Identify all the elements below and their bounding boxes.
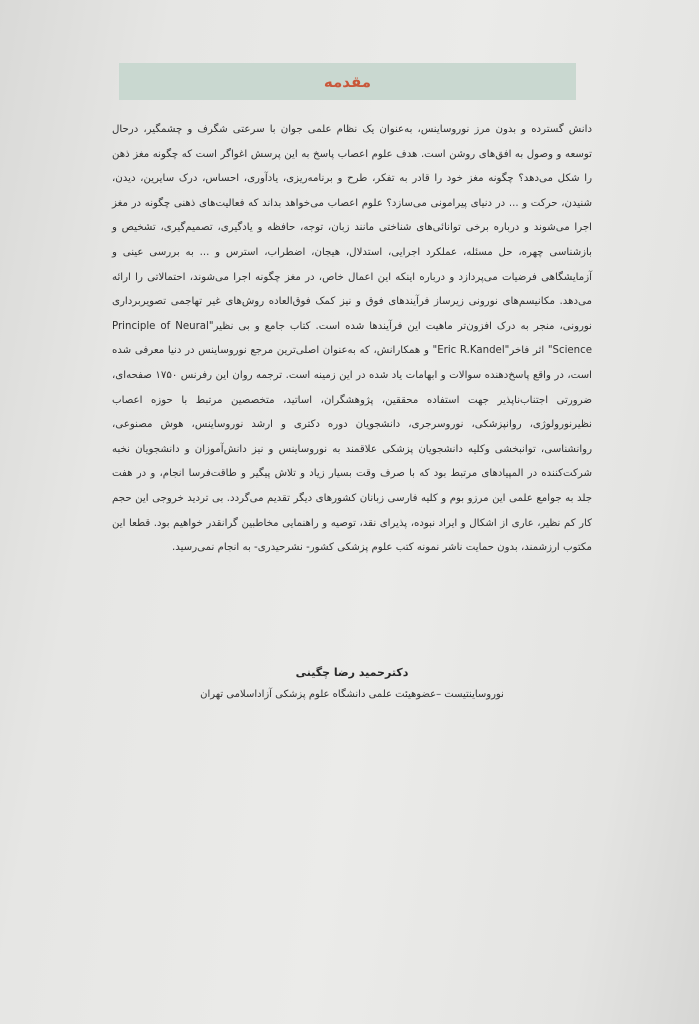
title-banner	[119, 63, 576, 100]
body-text-block	[112, 118, 592, 561]
author-affiliation: نوروساینتیست –عضوهیئت علمی دانشگاه علوم پزشکی آزاداسلامی تهران	[200, 689, 504, 700]
author-name: دکترحمید رضا چگینی	[295, 666, 409, 679]
body-paragraph: دانش گسترده و بدون مرز نوروساینس، به‌عنوان یک نظام علمی جوان با سرعتی شگرف و چشمگیر، درحال توسعه و وصول به افق‌های روشن است. هدف علوم اعصاب پاسخ به این پرسش اغواگر است که چگونه مغز ذهن را شکل می‌دهد؟ چگونه مغز خود را قادر به تفکر، طرح و برنامه‌ریزی، یادآوری، احساس، درک سایرین، دیدن، شنیدن، حرکت و ... در دنیای پیرامونی می‌سازد؟ علوم اعصاب می‌خواهد بداند که فعالیت‌های ذهنی چگونه در مغز اجرا می‌شوند و درباره برخی توانائی‌های شناختی مانند زبان، توجه، حافظه و یادگیری، تصمیم‌گیری، تشخیص و بازشناسی چهره، حل مسئله، عملکرد اجرایی، استدلال، هیجان، اضطراب، استرس و ... به بررسی عینی و آزمایشگاهی فرضیات می‌پردازد و درباره اینکه این اعمال خاص، در مغز چگونه اجرا می‌شوند، احتمالاتی را ارائه می‌دهد. مکانیسم‌های نورونی زیرساز فرآیندهای فوق و نیز کمک فوق‌العاده روش‌های غیر تهاجمی تصویربرداری نورونی، منجر به درک افزون‌تر ماهیت این فرآیندها شده است. کتاب جامع و بی نظیر"Principle of Neural Science" اثر فاخر"Eric R.Kandel" و همکارانش، که به‌عنوان اصلی‌ترین مرجع نوروساینس در دنیا معرفی شده است، در واقع پاسخ‌دهنده سوالات و ابهامات یاد شده در این زمینه است. ترجمه روان این رفرنس ۱۷۵۰ صفحه‌ای، ضرورتی اجتناب‌ناپذیر جهت استفاده محققین، پژوهشگران، اساتید، متخصصین مرتبط با حوزه اعصاب نظیرنورولوژی، روانپزشکی، نوروسرجری، دانشجویان دوره دکتری و ارشد نوروساینس، هوش مصنوعی، روانشناسی، توانبخشی وکلیه دانشجویان پزشکی علاقمند به نوروساینس و نیز دانش‌آموزان و دانشجویان نخبه شرکت‌کننده در المپیادهای مرتبط بود که با صرف وقت بسیار زیاد و تلاش پیگیر و طاقت‌فرسا انجام، و در هفت جلد به جوامع علمی این مرزو بوم و کلیه فارسی زبانان کشورهای دیگر تقدیم می‌گردد. بی تردید خروجی این حجم کار کم نظیر، عاری از اشکال و ایراد نبوده، پذیرای نقد، توصیه و راهنمایی مخاطبین گرانقدر خواهیم بود. قطعا این مکتوب ارزشمند، بدون حمایت ناشر نمونه کتب علوم پزشکی کشور- نشرحیدری- به انجام نمی‌رسید.	[112, 124, 593, 554]
signature-block	[112, 662, 592, 706]
page-title: مقدمه	[323, 72, 372, 91]
